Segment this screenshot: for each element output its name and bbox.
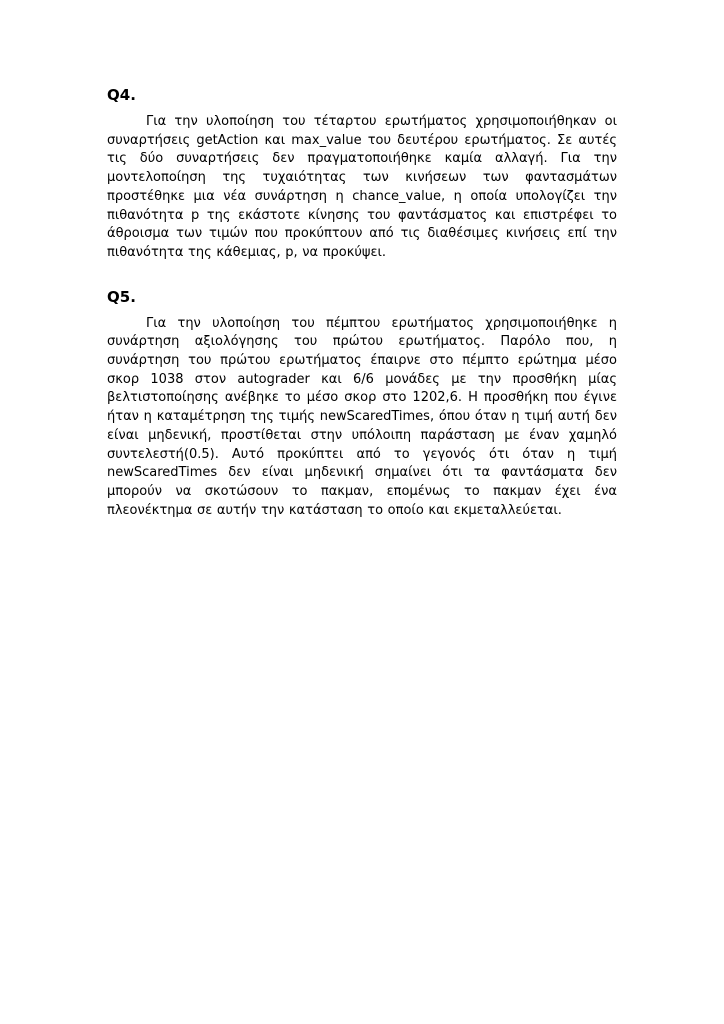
section-q5-paragraph: Για την υλοποίηση του πέμπτου ερωτήματος χρησιμοποιήθηκε η συνάρτηση αξιολόγησης του πρώτου ερωτήματος. Παρόλο που, η συνάρτηση του πρώτου ερωτήματος έπαιρνε στο πέμπτο ερώτημα μέσο σκορ 1038 στον autograder και 6/6 μονάδες με την προσθήκη μίας βελτιστοποίησης ανέβηκε το μέσο σκορ στο 1202,6. Η προσθήκη που έγινε ήταν η καταμέτρηση της τιμής newScaredTimes, όπου όταν η τιμή αυτή δεν είναι μηδενική, προστίθεται στην υπόλοιπη παράσταση με έναν χαμηλό συντελεστή(0.5). Αυτό προκύπτει από το γεγονός ότι όταν η τιμή newScaredTimes δεν είναι μηδενική σημαίνει ότι τα φαντάσματα δεν μπορούν να σκοτώσουν το πακμαν, επομένως το πακμαν έχει ένα πλεονέκτημα σε αυτήν την κατάσταση το οποίο και εκμεταλλεύεται.	[107, 315, 617, 518]
document-content	[107, 86, 617, 520]
section-q5-heading: Q5.	[107, 287, 136, 306]
section-q4	[107, 86, 617, 263]
section-q4-heading: Q4.	[107, 86, 136, 104]
section-q4-paragraph: Για την υλοποίηση του τέταρτου ερωτήματος χρησιμοποιήθηκαν οι συναρτήσεις getAction και max_value του δευτέρου ερωτήματος. Σε αυτές τις δύο συναρτήσεις δεν πραγματοποιήθηκε καμία αλλαγή. Για την μοντελοποίηση της τυχαιότητας των κινήσεων των φαντασμάτων προστέθηκε μια νέα συνάρτηση η chance_value, η οποία υπολογίζει την πιθανότητα p της εκάστοτε κίνησης του φαντάσματος και επιστρέφει το άθροισμα των τιμών που προκύπτουν από τις διαθέσιμες κινήσεις επί την πιθανότητα της κάθεμιας, p, να προκύψει.	[107, 114, 617, 260]
section-q5	[107, 288, 617, 521]
